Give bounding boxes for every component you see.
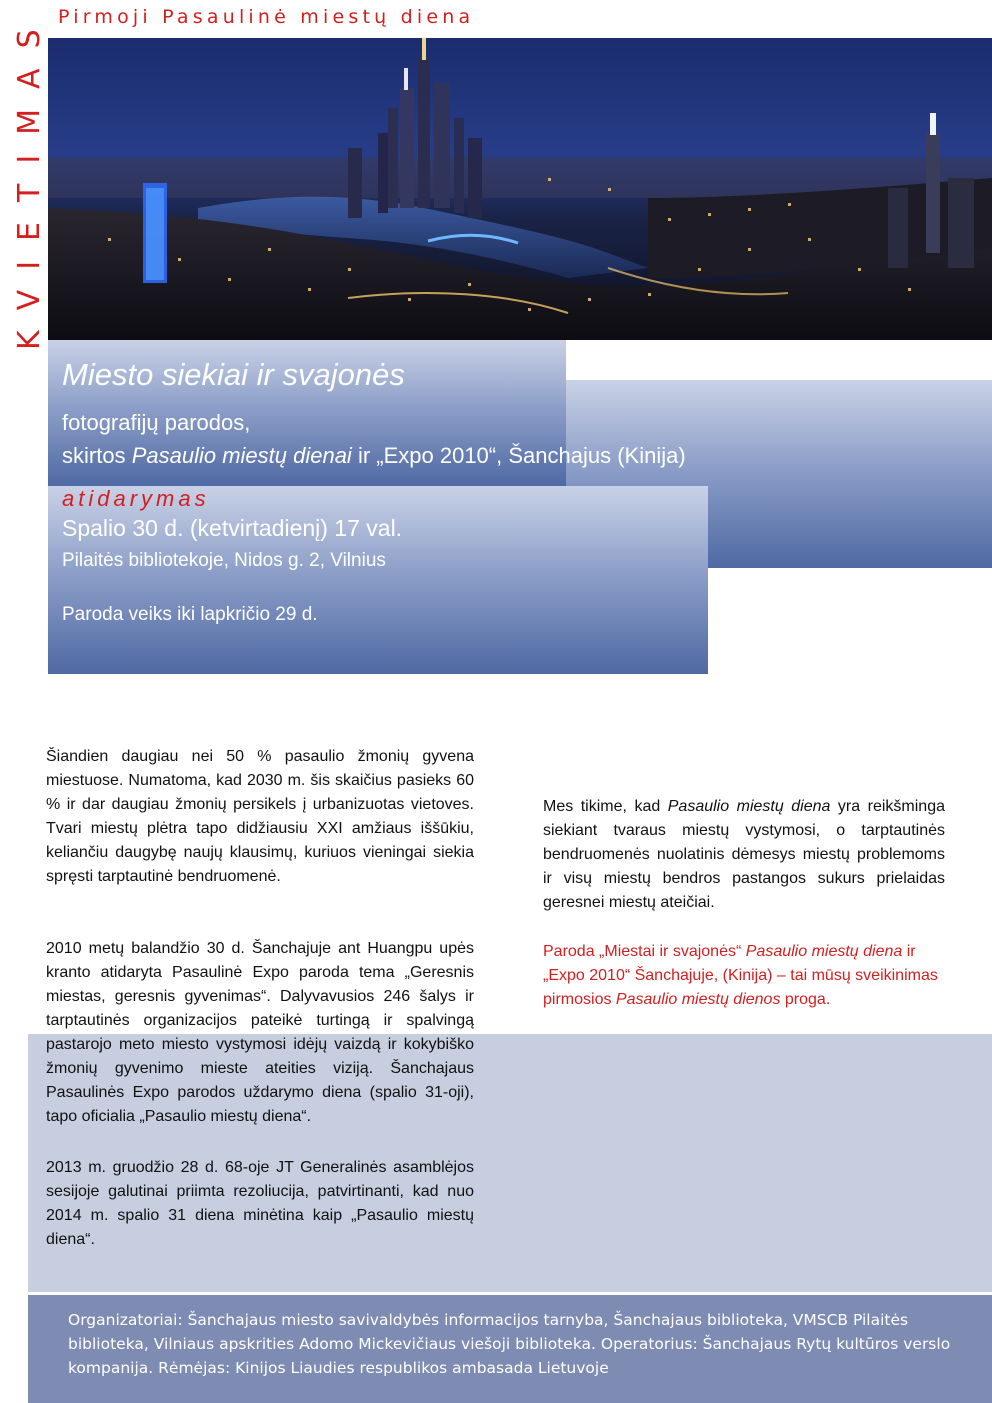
subtitle-text-a: skirtos	[62, 443, 132, 468]
paragraph-greeting	[543, 940, 945, 1012]
exhibition-subtitle-line1: fotografijų parodos,	[62, 410, 251, 435]
paragraph-expo-2010: 2010 metų balandžio 30 d. Šanchajuje ant Huangpu upės kranto atidaryta Pasaulinė Expo paroda tema „Geresnis miestas, geresnis gyvenimas“. Dalyvavusios 246 šalys ir tarptautinės organizacijos pateikė turtingą ir spalvingą pastarojo meto miesto vystymosi idėjų vaizdą ir kokybiško žmonių gyvenimo mieste ateities viziją. Šanchajaus Pasaulinės Expo parodos uždarymo diena (spalio 31-oji), tapo oficialia „Pasaulio miestų diena“.	[46, 940, 474, 1125]
exhibition-title: Miesto siekiai ir svajonės	[62, 357, 405, 392]
exhibition-subtitle-line2	[62, 443, 686, 469]
paragraph-un-resolution: 2013 m. gruodžio 28 d. 68-oje JT Generalinės asamblėjos sesijoje galutinai priimta rezoliucija, patvirtinanti, kad nuo 2014 m. spalio 31 diena minėtina kaip „Pasaulio miestų diena“.	[46, 1159, 474, 1248]
opening-date: Spalio 30 d. (ketvirtadienį) 17 val.	[62, 515, 403, 541]
paragraph-belief	[543, 795, 945, 915]
footer-organizers-text: Organizatoriai: Šanchajaus miesto savivaldybės informacijos tarnyba, Šanchajaus biblioteka, VMSCB Pilaitės biblioteka, Vilniaus apskrities Adomo Mickevičiaus viešoji biblioteka. Operatorius: Šanchajaus Rytų kultūros verslo kompanija. Rėmėjas: Kinijos Liaudies respublikos ambasada Lietuvoje	[68, 1311, 951, 1377]
paragraph-urbanization: Šiandien daugiau nei 50 % pasaulio žmonių gyvena miestuose. Numatoma, kad 2030 m. šis skaičius pasieks 60 % ir dar daugiau žmonių persikels į urbanizuotas vietoves. Tvari miestų plėtra tapo didžiausiu XXI amžiaus iššūkiu, keliančiu daugybę naujų klausimų, kuriuos vieningai siekia spręsti tarptautinė bendruomenė.	[46, 748, 474, 885]
para5-text-italic1: Pasaulio miestų diena	[745, 943, 903, 960]
para5-text-italic2: Pasaulio miestų dienos	[615, 991, 781, 1008]
subtitle-text-b: ir „Expo 2010“, Šanchajus (Kinija)	[351, 443, 686, 468]
para5-text-a: Paroda „Miestai ir svajonės“	[543, 943, 746, 960]
para4-text-b: yra reikšminga siekiant tvaraus miestų vystymosi, o tarptautinės bendruomenės nuolatinis dėmesys miestų problemoms ir visų miestų bendros pastangos sukurs prielaidas geresnei miestų ateičiai.	[543, 798, 945, 911]
subtitle-text-italic: Pasaulio miestų dienai	[131, 443, 352, 468]
opening-label: atidarymas	[62, 486, 210, 511]
city-skyline-photo	[48, 38, 992, 340]
invitation-vertical-heading: KVIETIMAS	[12, 9, 47, 350]
para5-text-b: ir „Expo 2010“ Šanchajuje, (Kinija) – tai mūsų sveikinimas pirmosios	[543, 943, 938, 1008]
opening-place: Pilaitės bibliotekoje, Nidos g. 2, Vilnius	[62, 550, 386, 571]
invitation-top-title: Pirmoji Pasaulinė miestų diena	[58, 6, 475, 28]
para4-text-italic: Pasaulio miestų diena	[667, 798, 831, 815]
exhibition-until: Paroda veiks iki lapkričio 29 d.	[62, 604, 318, 625]
para5-text-c: proga.	[780, 991, 831, 1008]
para4-text-a: Mes tikime, kad	[543, 798, 668, 815]
skyline-illustration	[48, 38, 992, 340]
